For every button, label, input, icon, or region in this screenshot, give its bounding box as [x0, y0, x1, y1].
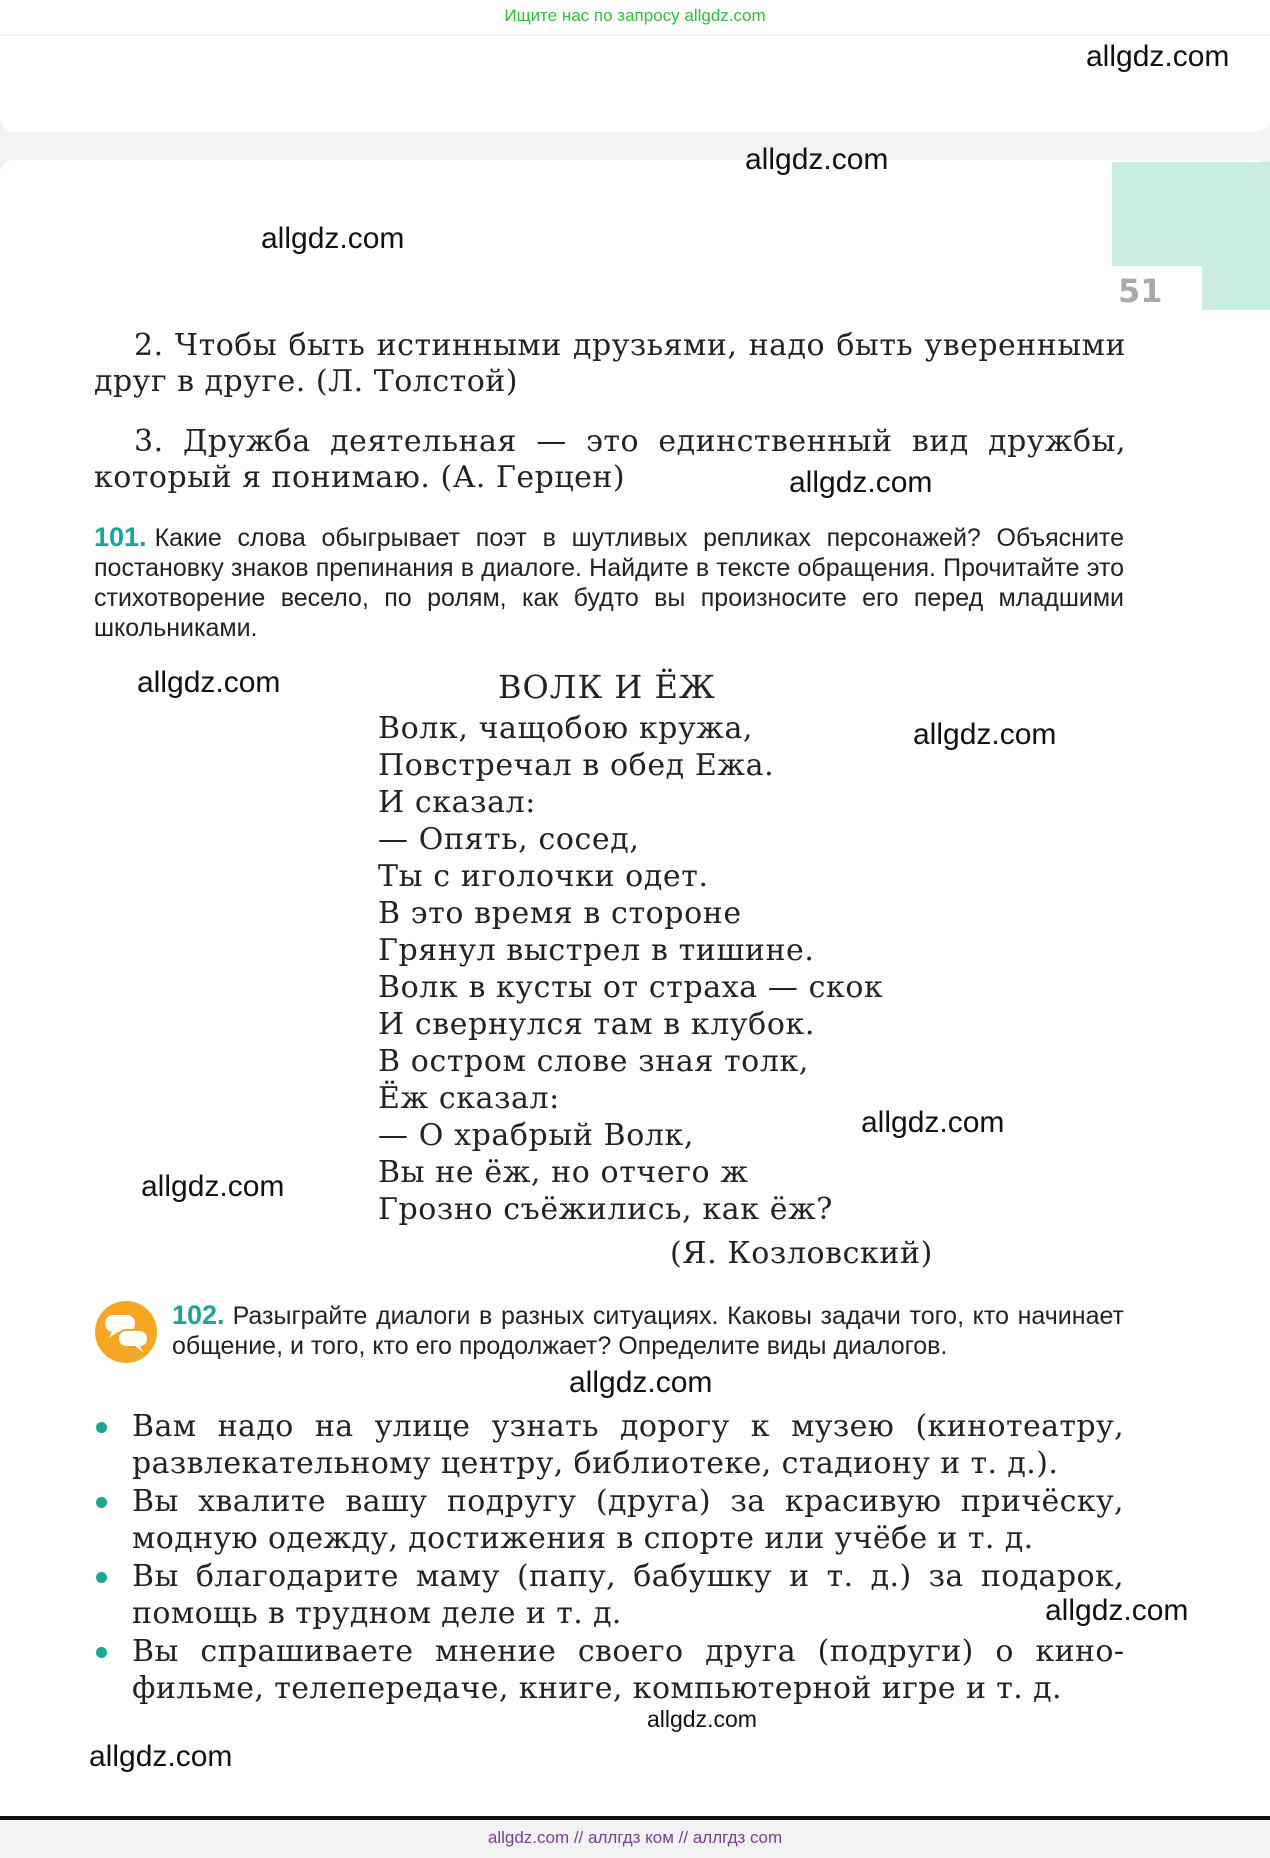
poem-line: Грозно съёжились, как ёж?: [378, 1192, 833, 1227]
poem-line: Волк, чащобою кружа,: [378, 711, 754, 746]
bullet-dot: [96, 1422, 107, 1433]
task-text: Разыграйте диалоги в разных ситуациях. Каковы задачи того, кто начинает общение, и того, кто его продолжает? Определите виды диалогов.: [172, 1302, 1124, 1360]
task-text: Какие слова обыгрывает поэт в шутливых репликах персонажей? Объясните постановку знаков препинания в диалоге. Найдите в тексте обращения. Прочитайте это стихотворение весело, по ролям, как будто вы произносите его перед младшими школьниками.: [94, 524, 1124, 642]
poem-line: И сказал:: [378, 785, 536, 820]
list-item-text: Вы благодарите маму (папу, бабушку и т. д.) за подарок, помощь в трудном деле и т. д.: [132, 1559, 1124, 1631]
watermark: allgdz.com: [1086, 40, 1230, 73]
list-item: [94, 1408, 1124, 1482]
list-item: [94, 1633, 1124, 1707]
poem: [378, 710, 978, 1228]
page-corner-tab-lower: [1202, 266, 1270, 310]
task-number: 101.: [94, 522, 147, 552]
bullet-dot: [96, 1647, 107, 1658]
dialog-icon: [94, 1300, 158, 1364]
watermark: allgdz.com: [141, 1170, 285, 1203]
top-banner-text[interactable]: Ищите нас по запросу allgdz.com: [504, 6, 766, 25]
watermark: allgdz.com: [569, 1366, 713, 1399]
poem-line: — Опять, сосед,: [378, 822, 640, 857]
quote-text: 3. Дружба деятельная — это единственный вид дружбы, который я понимаю. (А. Герцен): [94, 424, 1126, 495]
task-number: 102.: [172, 1300, 225, 1330]
footer: [0, 1820, 1270, 1858]
watermark: allgdz.com: [261, 222, 405, 255]
list-item-text: Вам надо на улице узнать дорогу к музею (кинотеатру, развлекательному центру, библиотеке, стадиону и т. д.).: [132, 1409, 1124, 1481]
header-card: [0, 36, 1270, 132]
poem-line: Вы не ёж, но отчего ж: [378, 1155, 749, 1190]
list-item: [94, 1558, 1124, 1632]
poem-line: — О храбрый Волк,: [378, 1118, 695, 1153]
top-banner: [0, 0, 1270, 34]
bullet-dot: [96, 1572, 107, 1583]
task-102: [172, 1300, 1124, 1361]
watermark: allgdz.com: [861, 1106, 1005, 1139]
poem-line: Ты с иголочки одет.: [378, 859, 709, 894]
poem-line: В это время в стороне: [378, 896, 742, 931]
quote-tolstoy: [94, 328, 1126, 400]
situation-list: [94, 1408, 1124, 1708]
page-corner-tab: [1112, 162, 1270, 266]
list-item: [94, 1483, 1124, 1557]
poem-line: В остром слове зная толк,: [378, 1044, 809, 1079]
watermark: allgdz.com: [745, 143, 889, 176]
poem-line: Грянул выстрел в тишине.: [378, 933, 815, 968]
watermark: allgdz.com: [137, 666, 281, 699]
list-item-text: Вы хвалите вашу подругу (друга) за красивую причёску, модную одежду, достижения в спорте или учёбе и т. д.: [132, 1484, 1124, 1556]
poem-line: Повстречал в обед Ежа.: [378, 748, 775, 783]
watermark: allgdz.com: [789, 466, 933, 499]
footer-links[interactable]: allgdz.com // аллгдз ком // аллгдз com: [487, 1828, 783, 1847]
quote-herzen: [94, 424, 1126, 496]
list-item-text: Вы спрашиваете мнение своего друга (подруги) о кинофильме, телепередаче, книге, компьютерной игре и т. д.: [132, 1634, 1124, 1706]
watermark: allgdz.com: [89, 1740, 233, 1773]
watermark: allgdz.com: [913, 718, 1057, 751]
poem-line: И свернулся там в клубок.: [378, 1007, 815, 1042]
watermark: allgdz.com: [647, 1706, 757, 1732]
page-number: 51: [1118, 272, 1163, 310]
watermark: allgdz.com: [1045, 1594, 1189, 1627]
bullet-dot: [96, 1497, 107, 1508]
quote-text: 2. Чтобы быть истинными друзьями, надо быть уверенными друг в друге. (Л. Толстой): [94, 328, 1126, 399]
task-101: [94, 522, 1124, 643]
poem-line: Ёж сказал:: [378, 1081, 560, 1116]
poem-author: (Я. Козловский): [670, 1236, 933, 1271]
poem-title: ВОЛК И ЁЖ: [498, 668, 716, 706]
poem-line: Волк в кусты от страха — скок: [378, 970, 884, 1005]
